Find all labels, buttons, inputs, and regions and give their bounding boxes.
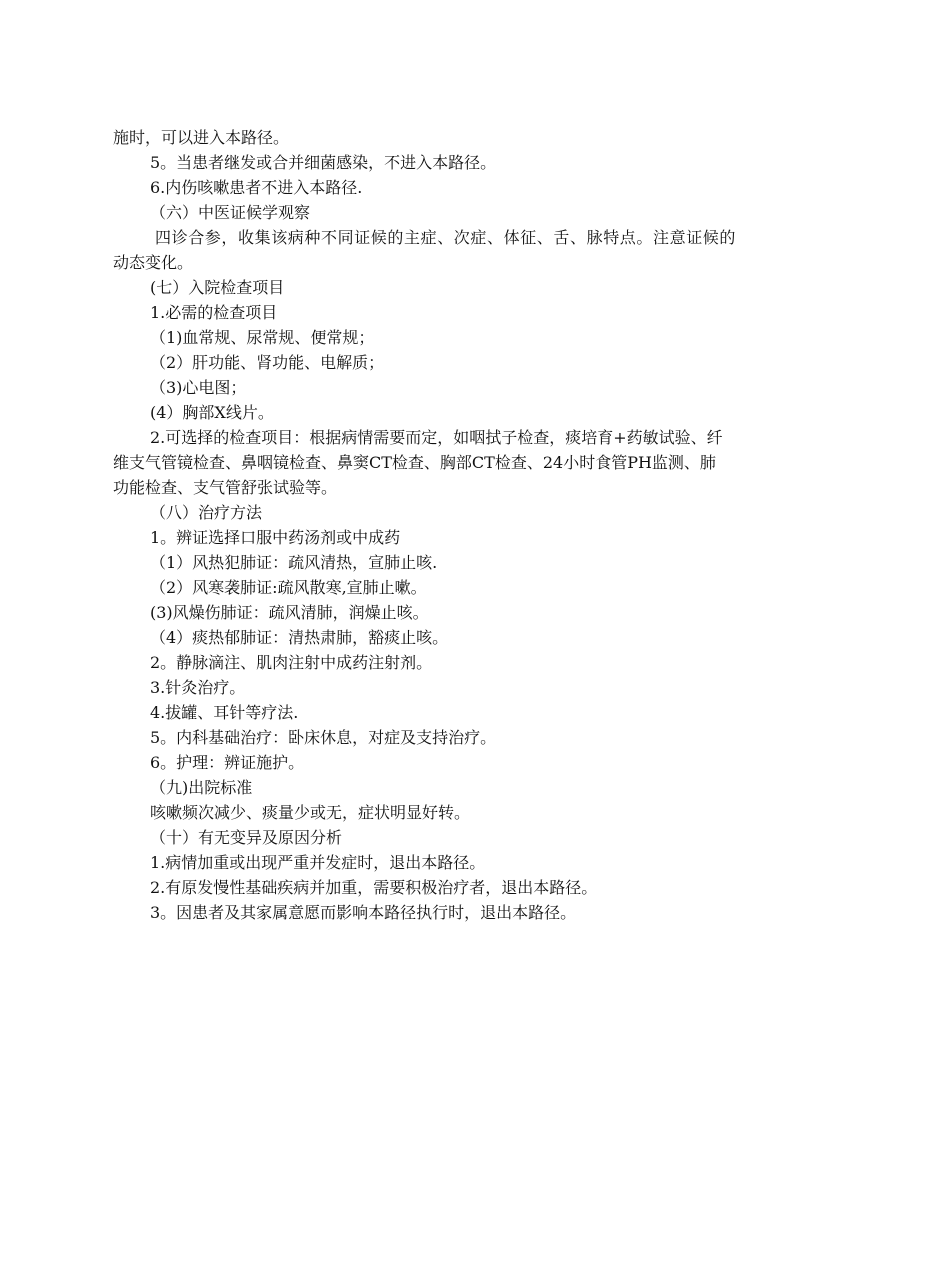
- text-line: 1.病情加重或出现严重并发症时，退出本路径。: [150, 853, 486, 872]
- text-line: 四诊合参，收集该病种不同证候的主症、次症、体征、舌、脉特点。注意证候的: [155, 228, 737, 247]
- section-heading: （十）有无变异及原因分析: [150, 828, 343, 847]
- section-heading: （九)出院标准: [150, 778, 253, 797]
- text-line: 1.必需的检查项目: [150, 303, 278, 322]
- list-item: （1）风热犯肺证：疏风清热，宣肺止咳.: [150, 553, 438, 572]
- text-line: 咳嗽频次减少、痰量少或无，症状明显好转。: [150, 803, 471, 822]
- text-line: 动态变化。: [113, 253, 194, 272]
- text-line: 6.内伤咳嗽患者不进入本路径.: [150, 178, 363, 197]
- text-line: 维支气管镜检查、鼻咽镜检查、鼻窦CT检查、胸部CT检查、24小时食管PH监测、肺: [113, 453, 716, 472]
- text-line: 2。静脉滴注、肌肉注射中成药注射剂。: [150, 653, 433, 672]
- text-line: 5。内科基础治疗：卧床休息，对症及支持治疗。: [150, 728, 497, 747]
- text-line: 3.针灸治疗。: [150, 678, 246, 697]
- list-item: (3)风燥伤肺证：疏风清肺，润燥止咳。: [150, 603, 429, 622]
- section-heading: （八）治疗方法: [150, 503, 263, 522]
- list-item: (4）胸部X线片。: [150, 403, 274, 422]
- text-line: 功能检查、支气管舒张试验等。: [113, 478, 338, 497]
- text-line: 施时，可以进入本路径。: [113, 128, 290, 147]
- text-line: 2.有原发慢性基础疾病并加重，需要积极治疗者，退出本路径。: [150, 878, 598, 897]
- text-line: 4.拔罐、耳针等疗法.: [150, 703, 299, 722]
- list-item: （2）风寒袭肺证:疏风散寒,宣肺止嗽。: [150, 578, 427, 597]
- list-item: （1)血常规、尿常规、便常规；: [150, 328, 375, 347]
- text-line: 3。因患者及其家属意愿而影响本路径执行时，退出本路径。: [150, 903, 577, 922]
- section-heading: （六）中医证候学观察: [150, 203, 311, 222]
- section-heading: (七）入院检查项目: [150, 278, 285, 297]
- text-line: 5。当患者继发或合并细菌感染，不进入本路径。: [150, 153, 497, 172]
- text-line: 2.可选择的检查项目：根据病情需要而定，如咽拭子检查，痰培育+药敏试验、纤: [150, 428, 723, 447]
- list-item: （2）肝功能、肾功能、电解质；: [150, 353, 385, 372]
- text-line: 6。护理：辨证施护。: [150, 753, 305, 772]
- list-item: （4）痰热郁肺证：清热肃肺，豁痰止咳。: [150, 628, 449, 647]
- text-line: 1。辨证选择口服中药汤剂或中成药: [150, 528, 401, 547]
- list-item: （3)心电图；: [150, 378, 247, 397]
